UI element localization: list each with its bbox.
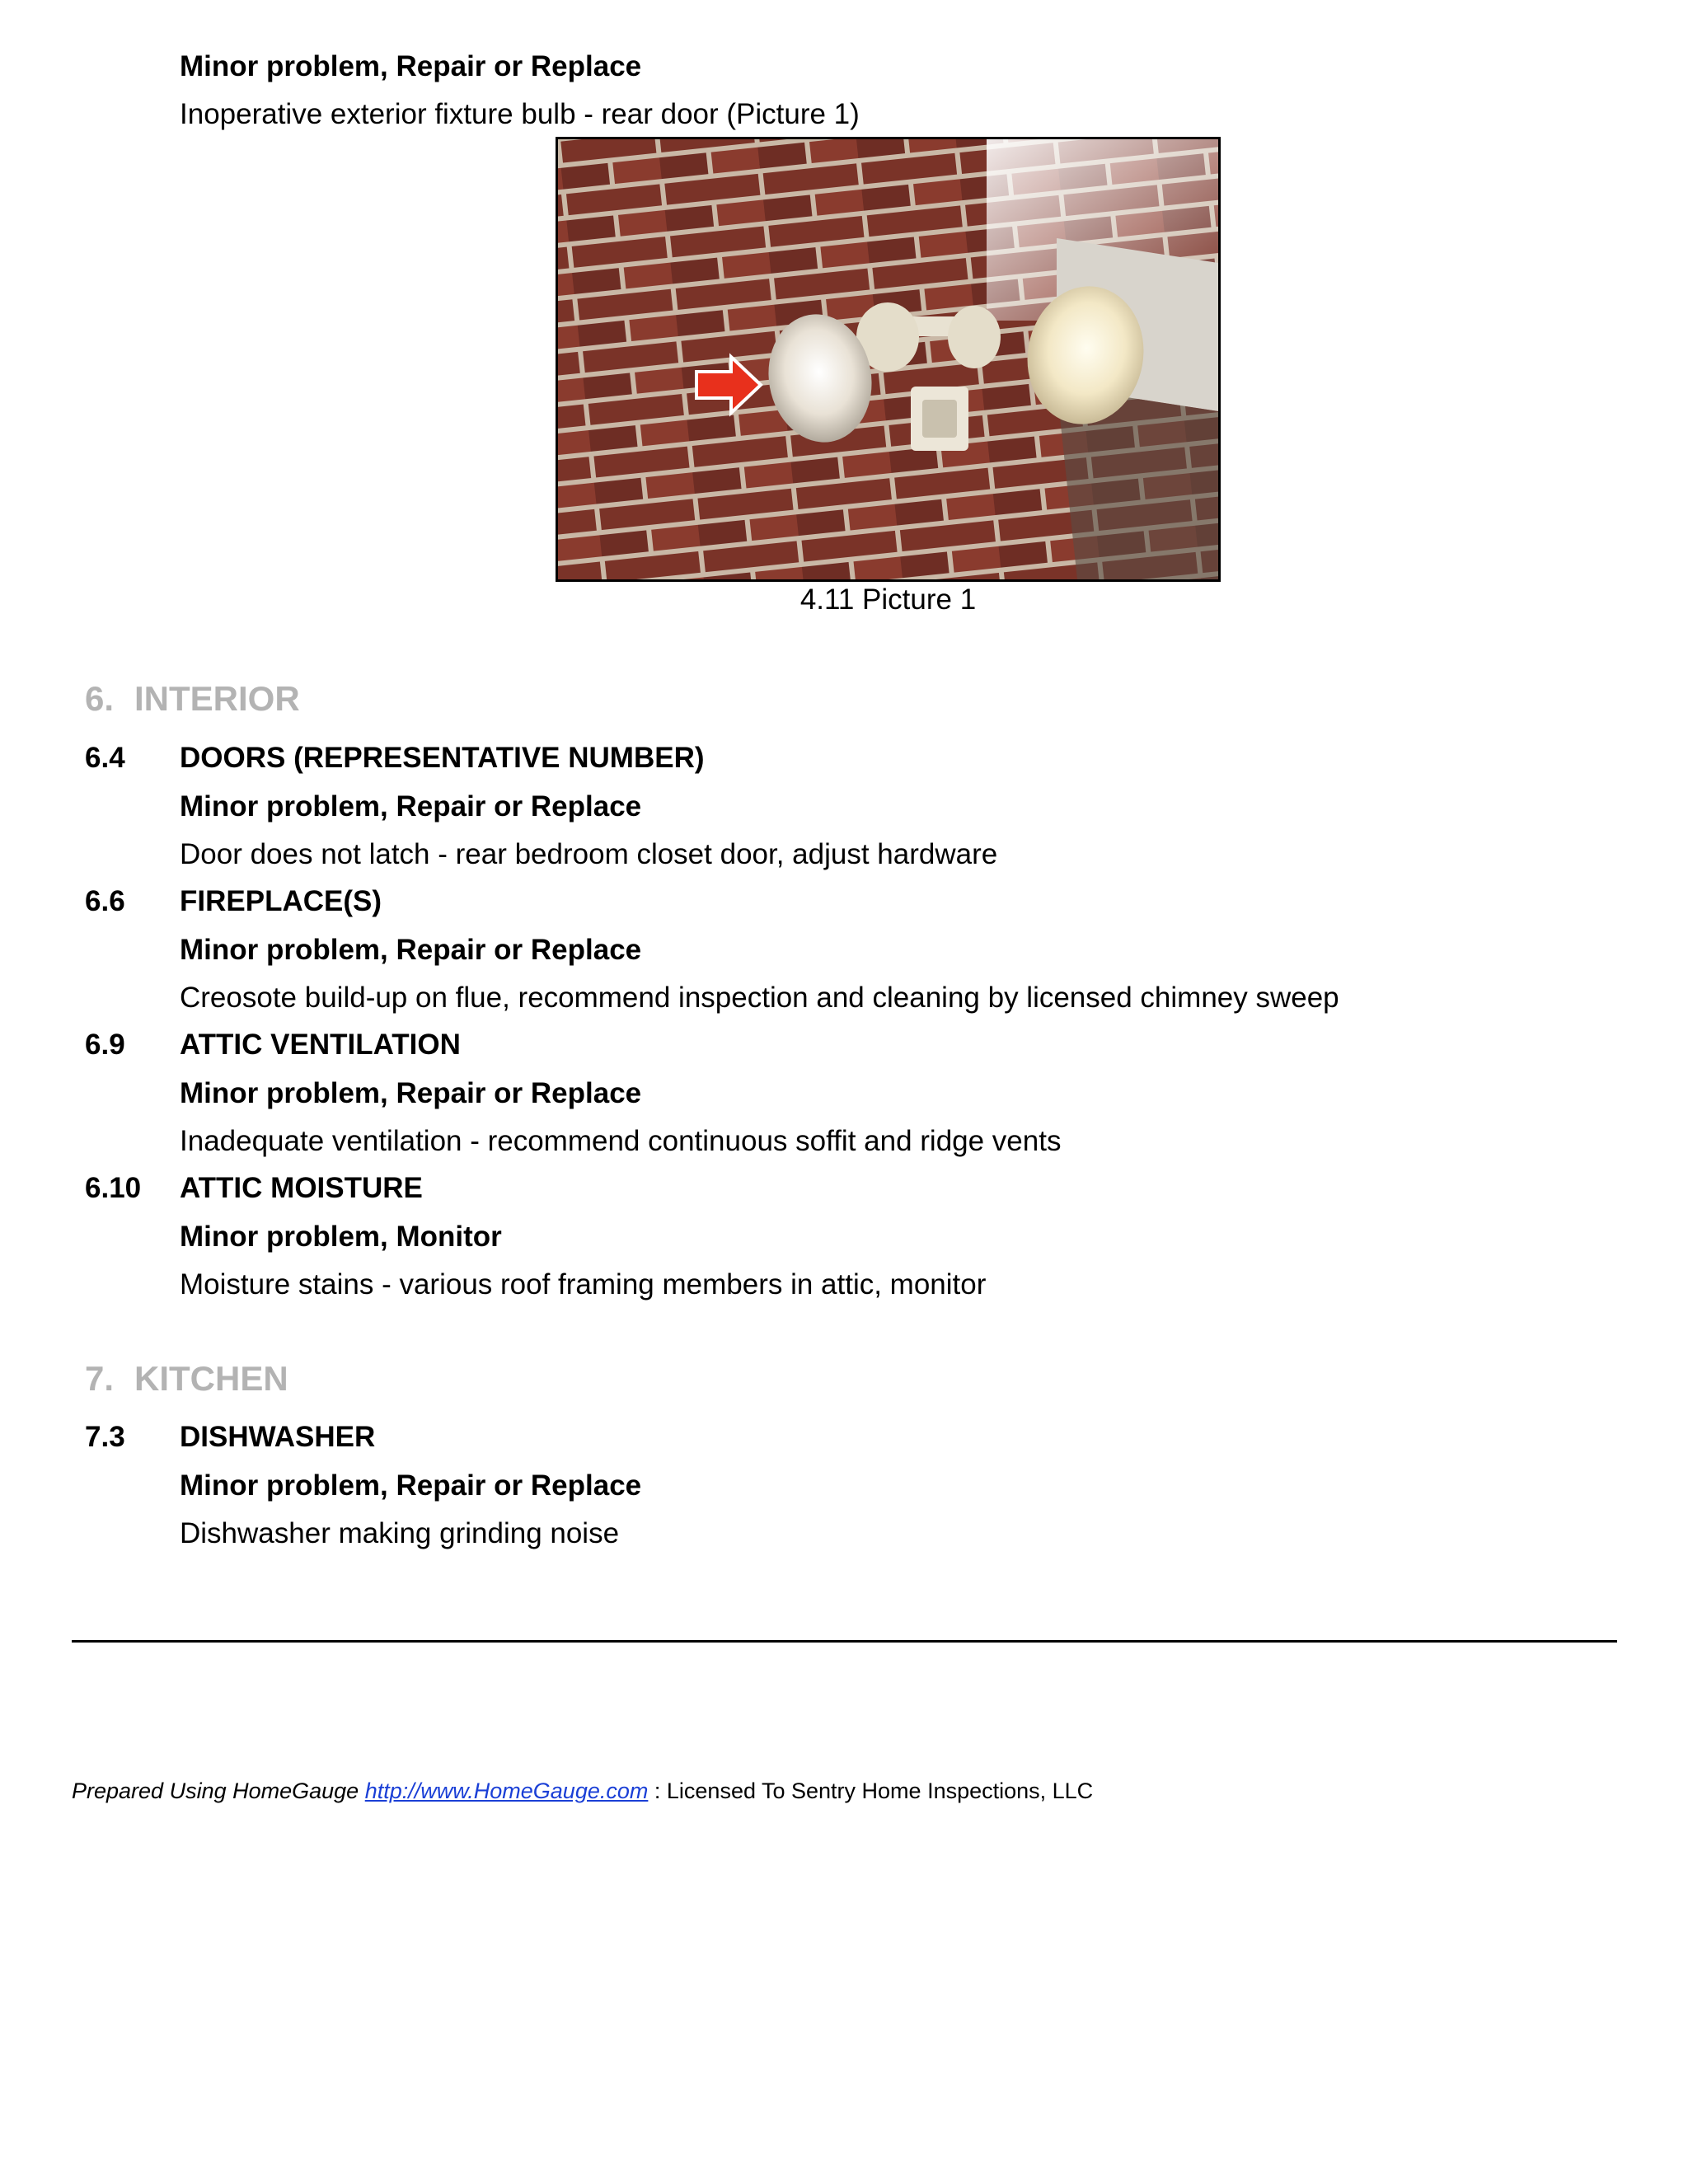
footer bbox=[72, 1777, 1093, 1805]
footer-prepared-text: Prepared Using HomeGauge bbox=[72, 1779, 359, 1803]
item-comment: Door does not latch - rear bedroom closet door, adjust hardware bbox=[180, 838, 998, 870]
item-rating: Minor problem, Repair or Replace bbox=[180, 934, 642, 966]
item-heading-dishwasher: DISHWASHER bbox=[180, 1421, 376, 1453]
item-rating: Minor problem, Repair or Replace bbox=[180, 1469, 642, 1502]
item-number: 6.9 bbox=[85, 1029, 125, 1061]
item-comment: Moisture stains - various roof framing members in attic, monitor bbox=[180, 1268, 987, 1301]
top-item-rating: Minor problem, Repair or Replace bbox=[180, 50, 642, 82]
homegauge-link[interactable]: http://www.HomeGauge.com bbox=[364, 1779, 649, 1803]
item-number: 6.6 bbox=[85, 885, 125, 917]
item-number: 6.10 bbox=[85, 1172, 142, 1204]
footer-license-text: : Licensed To Sentry Home Inspections, LLC bbox=[654, 1779, 1094, 1803]
photo-exterior-light-fixture bbox=[556, 137, 1221, 582]
item-heading-attic-ventilation: ATTIC VENTILATION bbox=[180, 1029, 461, 1061]
section-number: 6. bbox=[85, 679, 115, 718]
item-heading-fireplaces: FIREPLACE(S) bbox=[180, 885, 382, 917]
item-comment: Dishwasher making grinding noise bbox=[180, 1517, 620, 1549]
item-comment: Inadequate ventilation - recommend continuous soffit and ridge vents bbox=[180, 1125, 1062, 1157]
section-title-interior bbox=[85, 678, 300, 719]
item-rating: Minor problem, Monitor bbox=[180, 1221, 502, 1253]
photo-caption: 4.11 Picture 1 bbox=[799, 583, 977, 616]
footer-divider bbox=[72, 1640, 1617, 1643]
item-rating: Minor problem, Repair or Replace bbox=[180, 790, 642, 823]
item-number: 6.4 bbox=[85, 742, 125, 774]
item-comment: Creosote build-up on flue, recommend inspection and cleaning by licensed chimney sweep bbox=[180, 982, 1339, 1014]
item-heading-attic-moisture: ATTIC MOISTURE bbox=[180, 1172, 423, 1204]
top-item-comment: Inoperative exterior fixture bulb - rear door (Picture 1) bbox=[180, 98, 860, 130]
item-rating: Minor problem, Repair or Replace bbox=[180, 1077, 642, 1109]
section-number: 7. bbox=[85, 1359, 115, 1398]
section-name: INTERIOR bbox=[134, 679, 300, 718]
item-heading-doors: DOORS (REPRESENTATIVE NUMBER) bbox=[180, 742, 705, 774]
section-name: KITCHEN bbox=[134, 1359, 288, 1398]
section-title-kitchen bbox=[85, 1358, 288, 1399]
item-number: 7.3 bbox=[85, 1421, 125, 1453]
